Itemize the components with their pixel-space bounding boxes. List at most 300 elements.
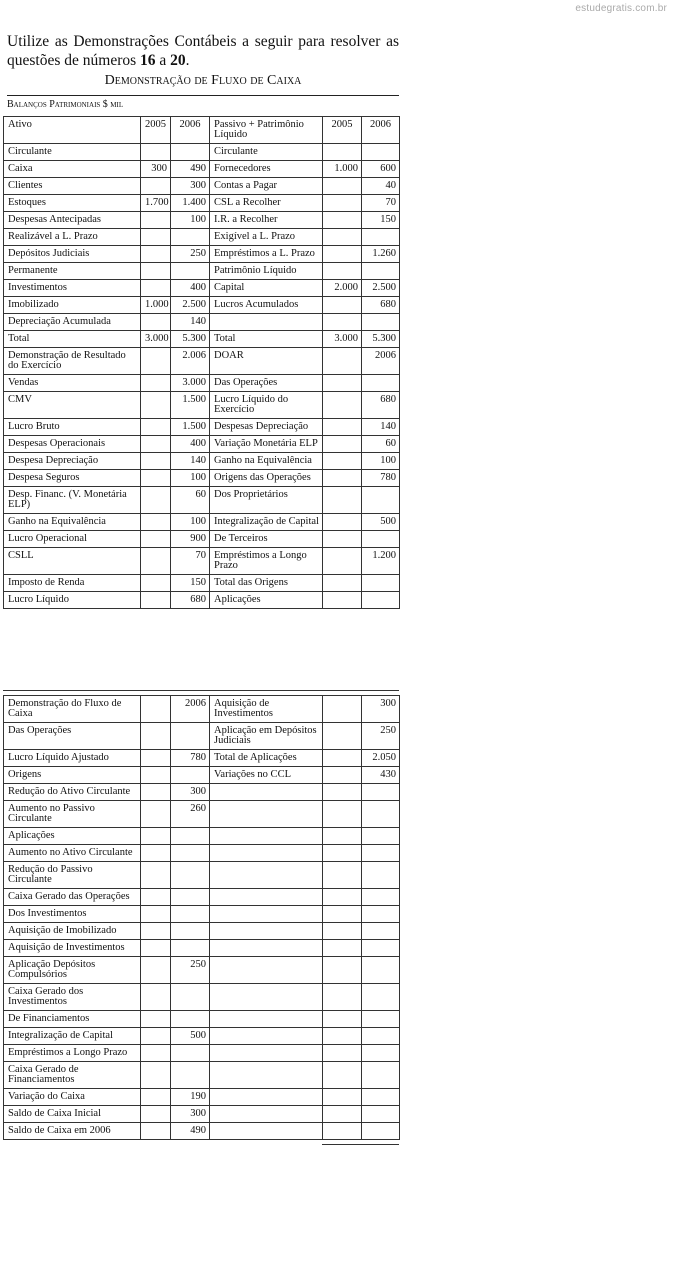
value-cell: 100: [362, 453, 400, 470]
row-label-cell: Clientes: [4, 178, 141, 195]
value-cell: [171, 1045, 210, 1062]
value-cell: [141, 592, 171, 609]
value-cell: [323, 1028, 362, 1045]
value-cell: [362, 1089, 400, 1106]
row-label-cell: Despesa Depreciação: [4, 453, 141, 470]
row-label-cell: [210, 845, 323, 862]
value-cell: 780: [362, 470, 400, 487]
value-cell: 300: [171, 1106, 210, 1123]
value-cell: 2006: [362, 117, 400, 144]
row-label-cell: [210, 801, 323, 828]
table-row: [4, 212, 400, 229]
table-row: [4, 117, 400, 144]
value-cell: [323, 723, 362, 750]
table-end-rule: [322, 1144, 399, 1145]
value-cell: [141, 845, 171, 862]
value-cell: 250: [362, 723, 400, 750]
row-label-cell: Origens: [4, 767, 141, 784]
value-cell: [141, 514, 171, 531]
value-cell: [362, 1106, 400, 1123]
table-row: [4, 161, 400, 178]
value-cell: [171, 984, 210, 1011]
value-cell: 2.000: [323, 280, 362, 297]
row-label-cell: Ganho na Equivalência: [210, 453, 323, 470]
value-cell: [141, 957, 171, 984]
row-label-cell: Variações no CCL: [210, 767, 323, 784]
value-cell: [323, 1062, 362, 1089]
table-row: [4, 845, 400, 862]
value-cell: [141, 470, 171, 487]
row-label-cell: [210, 784, 323, 801]
row-label-cell: Demonstração de Resultado do Exercício: [4, 348, 141, 375]
value-cell: 490: [171, 161, 210, 178]
value-cell: 5.300: [171, 331, 210, 348]
value-cell: 1.000: [141, 297, 171, 314]
value-cell: 1.700: [141, 195, 171, 212]
value-cell: [362, 784, 400, 801]
value-cell: [362, 923, 400, 940]
table-row: [4, 1062, 400, 1089]
row-label-cell: Lucro Operacional: [4, 531, 141, 548]
row-label-cell: Exigível a L. Prazo: [210, 229, 323, 246]
value-cell: [323, 696, 362, 723]
value-cell: [141, 436, 171, 453]
value-cell: 2005: [141, 117, 171, 144]
row-label-cell: Vendas: [4, 375, 141, 392]
document-title: Demonstração de Fluxo de Caixa: [104, 73, 302, 88]
value-cell: 300: [171, 178, 210, 195]
value-cell: 1.400: [171, 195, 210, 212]
value-cell: [323, 1106, 362, 1123]
value-cell: [323, 144, 362, 161]
value-cell: 2006: [171, 696, 210, 723]
value-cell: [141, 178, 171, 195]
value-cell: 70: [362, 195, 400, 212]
value-cell: [323, 1123, 362, 1140]
row-label-cell: De Financiamentos: [4, 1011, 141, 1028]
value-cell: 3.000: [171, 375, 210, 392]
row-label-cell: Redução do Ativo Circulante: [4, 784, 141, 801]
value-cell: [323, 263, 362, 280]
row-label-cell: [210, 940, 323, 957]
value-cell: [141, 750, 171, 767]
row-label-cell: Total: [4, 331, 141, 348]
value-cell: [323, 453, 362, 470]
value-cell: 3.000: [141, 331, 171, 348]
value-cell: [323, 940, 362, 957]
row-label-cell: Ativo: [4, 117, 141, 144]
value-cell: 150: [171, 575, 210, 592]
table-row: [4, 144, 400, 161]
value-cell: [141, 1123, 171, 1140]
row-label-cell: DOAR: [210, 348, 323, 375]
value-cell: [141, 531, 171, 548]
table-row: [4, 575, 400, 592]
value-cell: 1.500: [171, 392, 210, 419]
intro-text-before: Utilize as Demonstrações Contábeis a seguir para resolver as questões de números: [7, 33, 399, 69]
value-cell: 2.500: [362, 280, 400, 297]
row-label-cell: Contas a Pagar: [210, 178, 323, 195]
value-cell: [323, 419, 362, 436]
value-cell: [141, 229, 171, 246]
row-label-cell: Variação do Caixa: [4, 1089, 141, 1106]
row-label-cell: [210, 1011, 323, 1028]
value-cell: 1.260: [362, 246, 400, 263]
value-cell: [323, 984, 362, 1011]
row-label-cell: Imposto de Renda: [4, 575, 141, 592]
title-rule: [7, 95, 399, 96]
value-cell: [323, 1011, 362, 1028]
value-cell: [362, 263, 400, 280]
value-cell: [323, 531, 362, 548]
row-label-cell: Caixa Gerado de Financiamentos: [4, 1062, 141, 1089]
value-cell: 40: [362, 178, 400, 195]
row-label-cell: [210, 862, 323, 889]
row-label-cell: Aplicação em Depósitos Judiciais: [210, 723, 323, 750]
row-label-cell: Total de Aplicações: [210, 750, 323, 767]
table-row: [4, 957, 400, 984]
value-cell: [323, 246, 362, 263]
table-row: [4, 487, 400, 514]
table-row: [4, 767, 400, 784]
value-cell: 680: [171, 592, 210, 609]
row-label-cell: [210, 1028, 323, 1045]
row-label-cell: Total: [210, 331, 323, 348]
value-cell: [362, 801, 400, 828]
row-label-cell: Integralização de Capital: [4, 1028, 141, 1045]
row-label-cell: Empréstimos a Longo Prazo: [210, 548, 323, 575]
value-cell: 140: [362, 419, 400, 436]
row-label-cell: Passivo + Patrimônio Líquido: [210, 117, 323, 144]
table-row: [4, 375, 400, 392]
row-label-cell: Saldo de Caixa Inicial: [4, 1106, 141, 1123]
table-row: [4, 436, 400, 453]
value-cell: [362, 828, 400, 845]
value-cell: [141, 1106, 171, 1123]
value-cell: [171, 229, 210, 246]
value-cell: [141, 1045, 171, 1062]
value-cell: [323, 889, 362, 906]
value-cell: 300: [171, 784, 210, 801]
value-cell: 140: [171, 314, 210, 331]
row-label-cell: Das Operações: [4, 723, 141, 750]
row-label-cell: Origens das Operações: [210, 470, 323, 487]
value-cell: [362, 889, 400, 906]
value-cell: [323, 801, 362, 828]
row-label-cell: De Terceiros: [210, 531, 323, 548]
value-cell: [323, 514, 362, 531]
table-row: [4, 984, 400, 1011]
value-cell: [323, 767, 362, 784]
value-cell: 400: [171, 280, 210, 297]
row-label-cell: Dos Proprietários: [210, 487, 323, 514]
row-label-cell: Despesa Seguros: [4, 470, 141, 487]
row-label-cell: Caixa Gerado dos Investimentos: [4, 984, 141, 1011]
value-cell: [362, 984, 400, 1011]
table-row: [4, 1123, 400, 1140]
value-cell: [362, 229, 400, 246]
value-cell: [323, 1045, 362, 1062]
value-cell: [171, 263, 210, 280]
value-cell: 600: [362, 161, 400, 178]
value-cell: [141, 348, 171, 375]
row-label-cell: Demonstração do Fluxo de Caixa: [4, 696, 141, 723]
table-row: [4, 784, 400, 801]
value-cell: [141, 801, 171, 828]
row-label-cell: I.R. a Recolher: [210, 212, 323, 229]
value-cell: [141, 723, 171, 750]
table-row: [4, 348, 400, 375]
value-cell: [362, 575, 400, 592]
value-cell: [362, 906, 400, 923]
value-cell: 490: [171, 1123, 210, 1140]
row-label-cell: Despesas Antecipadas: [4, 212, 141, 229]
value-cell: [323, 470, 362, 487]
row-label-cell: Variação Monetária ELP: [210, 436, 323, 453]
row-label-cell: Lucro Líquido: [4, 592, 141, 609]
row-label-cell: Caixa: [4, 161, 141, 178]
value-cell: [323, 1089, 362, 1106]
intro-connector: a: [155, 52, 171, 69]
table-row: [4, 723, 400, 750]
value-cell: 3.000: [323, 331, 362, 348]
value-cell: [141, 906, 171, 923]
value-cell: [323, 487, 362, 514]
row-label-cell: Despesas Operacionais: [4, 436, 141, 453]
value-cell: [362, 592, 400, 609]
table-row: [4, 331, 400, 348]
value-cell: 100: [171, 470, 210, 487]
row-label-cell: Estoques: [4, 195, 141, 212]
table-row: [4, 1011, 400, 1028]
value-cell: [141, 314, 171, 331]
table-row: [4, 514, 400, 531]
value-cell: 430: [362, 767, 400, 784]
value-cell: [141, 984, 171, 1011]
row-label-cell: Lucros Acumulados: [210, 297, 323, 314]
table-row: [4, 548, 400, 575]
row-label-cell: Aplicações: [210, 592, 323, 609]
value-cell: [323, 229, 362, 246]
value-cell: 150: [362, 212, 400, 229]
value-cell: [141, 940, 171, 957]
value-cell: [141, 862, 171, 889]
cash-flow-table: [3, 695, 400, 1140]
value-cell: 400: [171, 436, 210, 453]
table-row: [4, 862, 400, 889]
row-label-cell: Ganho na Equivalência: [4, 514, 141, 531]
value-cell: [323, 750, 362, 767]
value-cell: [141, 246, 171, 263]
row-label-cell: [210, 1123, 323, 1140]
table-row: [4, 470, 400, 487]
value-cell: 70: [171, 548, 210, 575]
value-cell: [141, 923, 171, 940]
table-row: [4, 828, 400, 845]
value-cell: [323, 436, 362, 453]
row-label-cell: [210, 314, 323, 331]
row-label-cell: [210, 906, 323, 923]
table-row: [4, 195, 400, 212]
row-label-cell: Integralização de Capital: [210, 514, 323, 531]
value-cell: [323, 784, 362, 801]
value-cell: 2.500: [171, 297, 210, 314]
row-label-cell: CMV: [4, 392, 141, 419]
row-label-cell: Caixa Gerado das Operações: [4, 889, 141, 906]
value-cell: 60: [171, 487, 210, 514]
row-label-cell: Total das Origens: [210, 575, 323, 592]
value-cell: 500: [171, 1028, 210, 1045]
row-label-cell: Despesas Depreciação: [210, 419, 323, 436]
watermark: estudegratis.com.br: [575, 3, 667, 14]
row-label-cell: Aplicação Depósitos Compulsórios: [4, 957, 141, 984]
table-row: [4, 453, 400, 470]
table-row: [4, 940, 400, 957]
value-cell: [323, 845, 362, 862]
value-cell: [323, 212, 362, 229]
value-cell: [323, 392, 362, 419]
value-cell: [362, 1028, 400, 1045]
table-row: [4, 531, 400, 548]
value-cell: 680: [362, 392, 400, 419]
row-label-cell: Investimentos: [4, 280, 141, 297]
value-cell: [323, 314, 362, 331]
value-cell: [362, 862, 400, 889]
value-cell: 2.006: [171, 348, 210, 375]
value-cell: 2006: [362, 348, 400, 375]
value-cell: [141, 263, 171, 280]
row-label-cell: Dos Investimentos: [4, 906, 141, 923]
row-label-cell: CSLL: [4, 548, 141, 575]
value-cell: [362, 1062, 400, 1089]
intro-question-end: 20: [170, 52, 186, 69]
value-cell: [323, 575, 362, 592]
row-label-cell: Lucro Líquido Ajustado: [4, 750, 141, 767]
table-split-rule: [3, 690, 399, 691]
table-row: [4, 280, 400, 297]
value-cell: [323, 592, 362, 609]
value-cell: 260: [171, 801, 210, 828]
table-row: [4, 801, 400, 828]
value-cell: [141, 767, 171, 784]
value-cell: [171, 923, 210, 940]
value-cell: [141, 1011, 171, 1028]
value-cell: [362, 1045, 400, 1062]
balance-sheet-table: [3, 116, 400, 609]
row-label-cell: [210, 889, 323, 906]
value-cell: [171, 889, 210, 906]
value-cell: [323, 348, 362, 375]
row-label-cell: [210, 1089, 323, 1106]
row-label-cell: Realizável a L. Prazo: [4, 229, 141, 246]
value-cell: [141, 696, 171, 723]
row-label-cell: Aumento no Ativo Circulante: [4, 845, 141, 862]
row-label-cell: Aquisição de Investimentos: [210, 696, 323, 723]
value-cell: [323, 923, 362, 940]
value-cell: [171, 940, 210, 957]
value-cell: [323, 178, 362, 195]
value-cell: [323, 862, 362, 889]
row-label-cell: Lucro Bruto: [4, 419, 141, 436]
row-label-cell: Circulante: [210, 144, 323, 161]
row-label-cell: [210, 1045, 323, 1062]
value-cell: [362, 314, 400, 331]
row-label-cell: Aquisição de Investimentos: [4, 940, 141, 957]
row-label-cell: [210, 1106, 323, 1123]
value-cell: [171, 1011, 210, 1028]
row-label-cell: Permanente: [4, 263, 141, 280]
value-cell: [323, 906, 362, 923]
row-label-cell: [210, 957, 323, 984]
value-cell: [141, 280, 171, 297]
value-cell: [171, 862, 210, 889]
value-cell: [323, 375, 362, 392]
table-row: [4, 314, 400, 331]
row-label-cell: Patrimônio Líquido: [210, 263, 323, 280]
value-cell: 140: [171, 453, 210, 470]
row-label-cell: Redução do Passivo Circulante: [4, 862, 141, 889]
value-cell: [141, 487, 171, 514]
value-cell: [141, 419, 171, 436]
row-label-cell: Fornecedores: [210, 161, 323, 178]
value-cell: 2006: [171, 117, 210, 144]
value-cell: 190: [171, 1089, 210, 1106]
table-row: [4, 392, 400, 419]
value-cell: [323, 548, 362, 575]
intro-text-after: .: [185, 52, 190, 69]
section-label: Balanços Patrimoniais $ mil: [7, 99, 124, 110]
value-cell: 300: [362, 696, 400, 723]
value-cell: [141, 1089, 171, 1106]
value-cell: 100: [171, 212, 210, 229]
value-cell: 250: [171, 957, 210, 984]
table-row: [4, 696, 400, 723]
value-cell: [141, 828, 171, 845]
row-label-cell: Empréstimos a Longo Prazo: [4, 1045, 141, 1062]
value-cell: 680: [362, 297, 400, 314]
row-label-cell: [210, 984, 323, 1011]
value-cell: [323, 297, 362, 314]
value-cell: [323, 957, 362, 984]
value-cell: 1.000: [323, 161, 362, 178]
table-row: [4, 229, 400, 246]
value-cell: 300: [141, 161, 171, 178]
table-row: [4, 178, 400, 195]
value-cell: [362, 144, 400, 161]
value-cell: [141, 575, 171, 592]
value-cell: 250: [171, 246, 210, 263]
value-cell: 60: [362, 436, 400, 453]
row-label-cell: [210, 923, 323, 940]
intro-text: [7, 32, 399, 70]
table-row: [4, 263, 400, 280]
value-cell: [362, 1011, 400, 1028]
value-cell: [171, 845, 210, 862]
row-label-cell: Aumento no Passivo Circulante: [4, 801, 141, 828]
table-row: [4, 592, 400, 609]
table-row: [4, 297, 400, 314]
row-label-cell: [210, 828, 323, 845]
table-row: [4, 1106, 400, 1123]
value-cell: [171, 144, 210, 161]
value-cell: [141, 212, 171, 229]
value-cell: 2005: [323, 117, 362, 144]
value-cell: [362, 487, 400, 514]
value-cell: [171, 1062, 210, 1089]
value-cell: 1.200: [362, 548, 400, 575]
row-label-cell: Imobilizado: [4, 297, 141, 314]
row-label-cell: Capital: [210, 280, 323, 297]
